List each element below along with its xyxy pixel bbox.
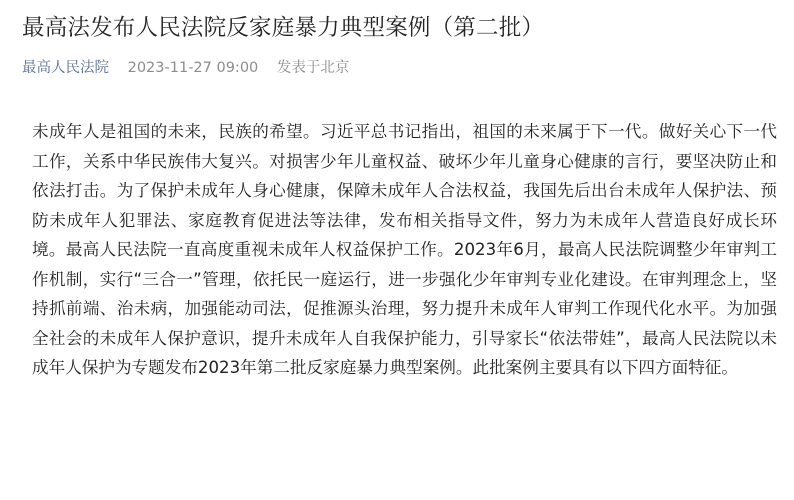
article-paragraph: 未成年人是祖国的未来，民族的希望。习近平总书记指出，祖国的未来属于下一代。做好关心下一代工作，关系中华民族伟大复兴。对损害少年儿童权益、破坏少年儿童身心健康的言行，要坚决防止和依法打击。为了保护未成年人身心健康，保障未成年人合法权益，我国先后出台未成年人保护法、预防未成年人犯罪法、家庭教育促进法等法律，发布相关指导文件，努力为未成年人营造良好成长环境。最高人民法院一直高度重视未成年人权益保护工作。2023年6月，最高人民法院调整少年审判工作机制，实行“三合一”管理，依托民一庭运行，进一步强化少年审判专业化建设。在审判理念上，坚持抓前端、治未病，加强能动司法，促推源头治理，努力提升未成年人审判工作现代化水平。为加强全社会的未成年人保护意识，提升未成年人自我保护能力，引导家长“依法带娃”，最高人民法院以未成年人保护为专题发布2023年第二批反家庭暴力典型案例。此批案例主要具有以下四方面特征。	[32, 122, 777, 377]
article-title: 最高法发布人民法院反家庭暴力典型案例（第二批）	[22, 15, 545, 41]
publish-location: 发表于北京	[276, 60, 350, 76]
publish-time: 2023-11-27 09:00	[127, 60, 259, 76]
article-meta	[22, 57, 349, 79]
account-name-link[interactable]: 最高人民法院	[22, 60, 109, 76]
